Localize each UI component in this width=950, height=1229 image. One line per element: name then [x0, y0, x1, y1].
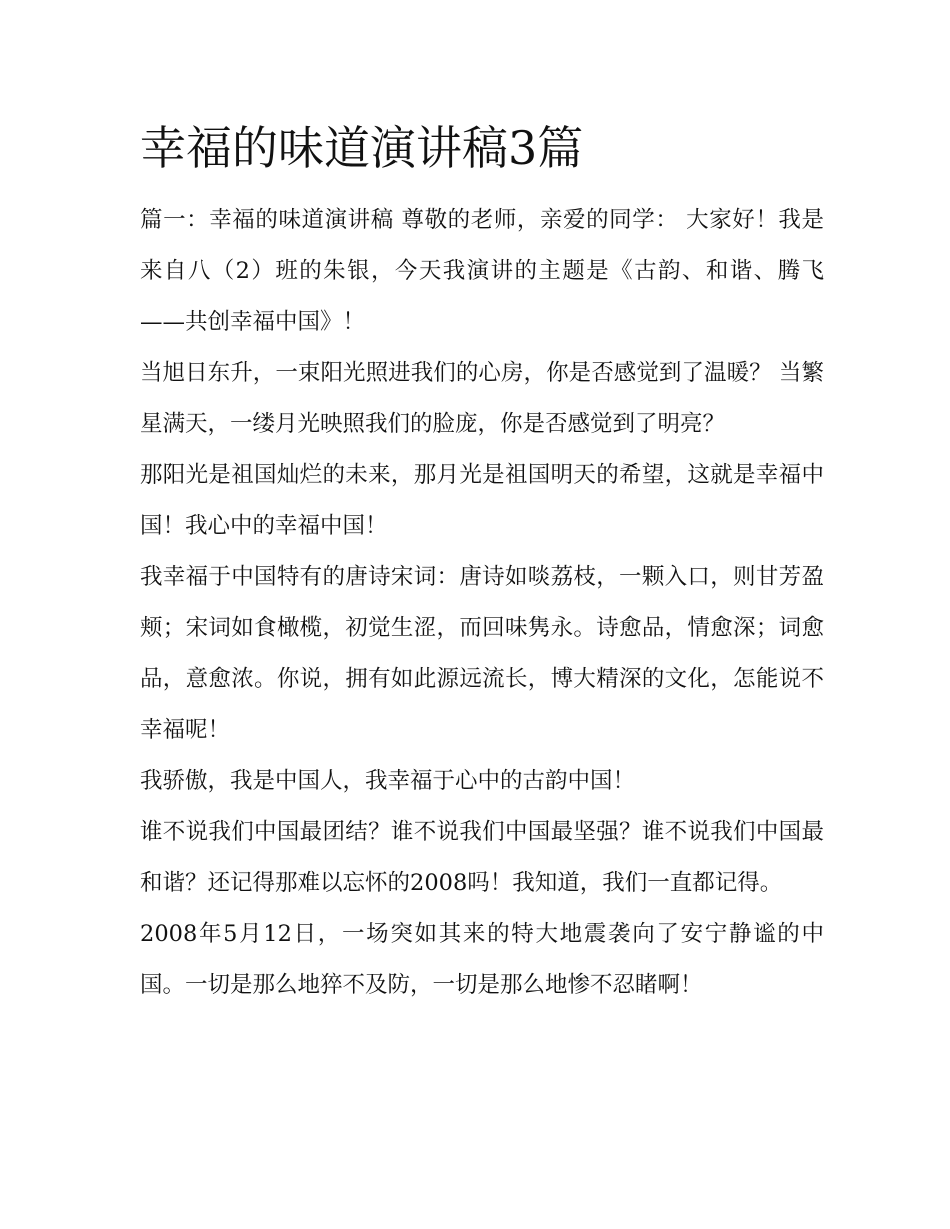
document-body — [140, 195, 824, 1011]
paragraph-3: 那阳光是祖国灿烂的未来，那月光是祖国明天的希望，这就是幸福中国！我心中的幸福中国！ — [140, 462, 824, 539]
document-title: 幸福的味道演讲稿3篇 — [140, 121, 584, 175]
paragraph-5: 我骄傲，我是中国人，我幸福于心中的古韵中国！ — [140, 768, 636, 794]
paragraph-2: 当旭日东升，一束阳光照进我们的心房，你是否感觉到了温暖？ 当繁星满天，一缕月光映照我们的脸庞，你是否感觉到了明亮？ — [140, 360, 824, 437]
paragraph-6: 谁不说我们中国最团结？谁不说我们中国最坚强？谁不说我们中国最和谐？还记得那难以忘怀的2008吗！我知道，我们一直都记得。 — [140, 819, 824, 896]
paragraph-1: 篇一：幸福的味道演讲稿 尊敬的老师，亲爱的同学： 大家好！我是来自八（2）班的朱银，今天我演讲的主题是《古韵、和谐、腾飞——共创幸福中国》！ — [140, 207, 824, 335]
paragraph-7: 2008年5月12日，一场突如其来的特大地震袭向了安宁静谧的中国。一切是那么地猝不及防，一切是那么地惨不忍睹啊！ — [140, 921, 824, 998]
paragraph-4: 我幸福于中国特有的唐诗宋词：唐诗如啖荔枝，一颗入口，则甘芳盈颊；宋词如食橄榄，初觉生涩，而回味隽永。诗愈品，情愈深；词愈品，意愈浓。你说，拥有如此源远流长，博大精深的文化，怎能说不幸福呢！ — [140, 564, 824, 743]
